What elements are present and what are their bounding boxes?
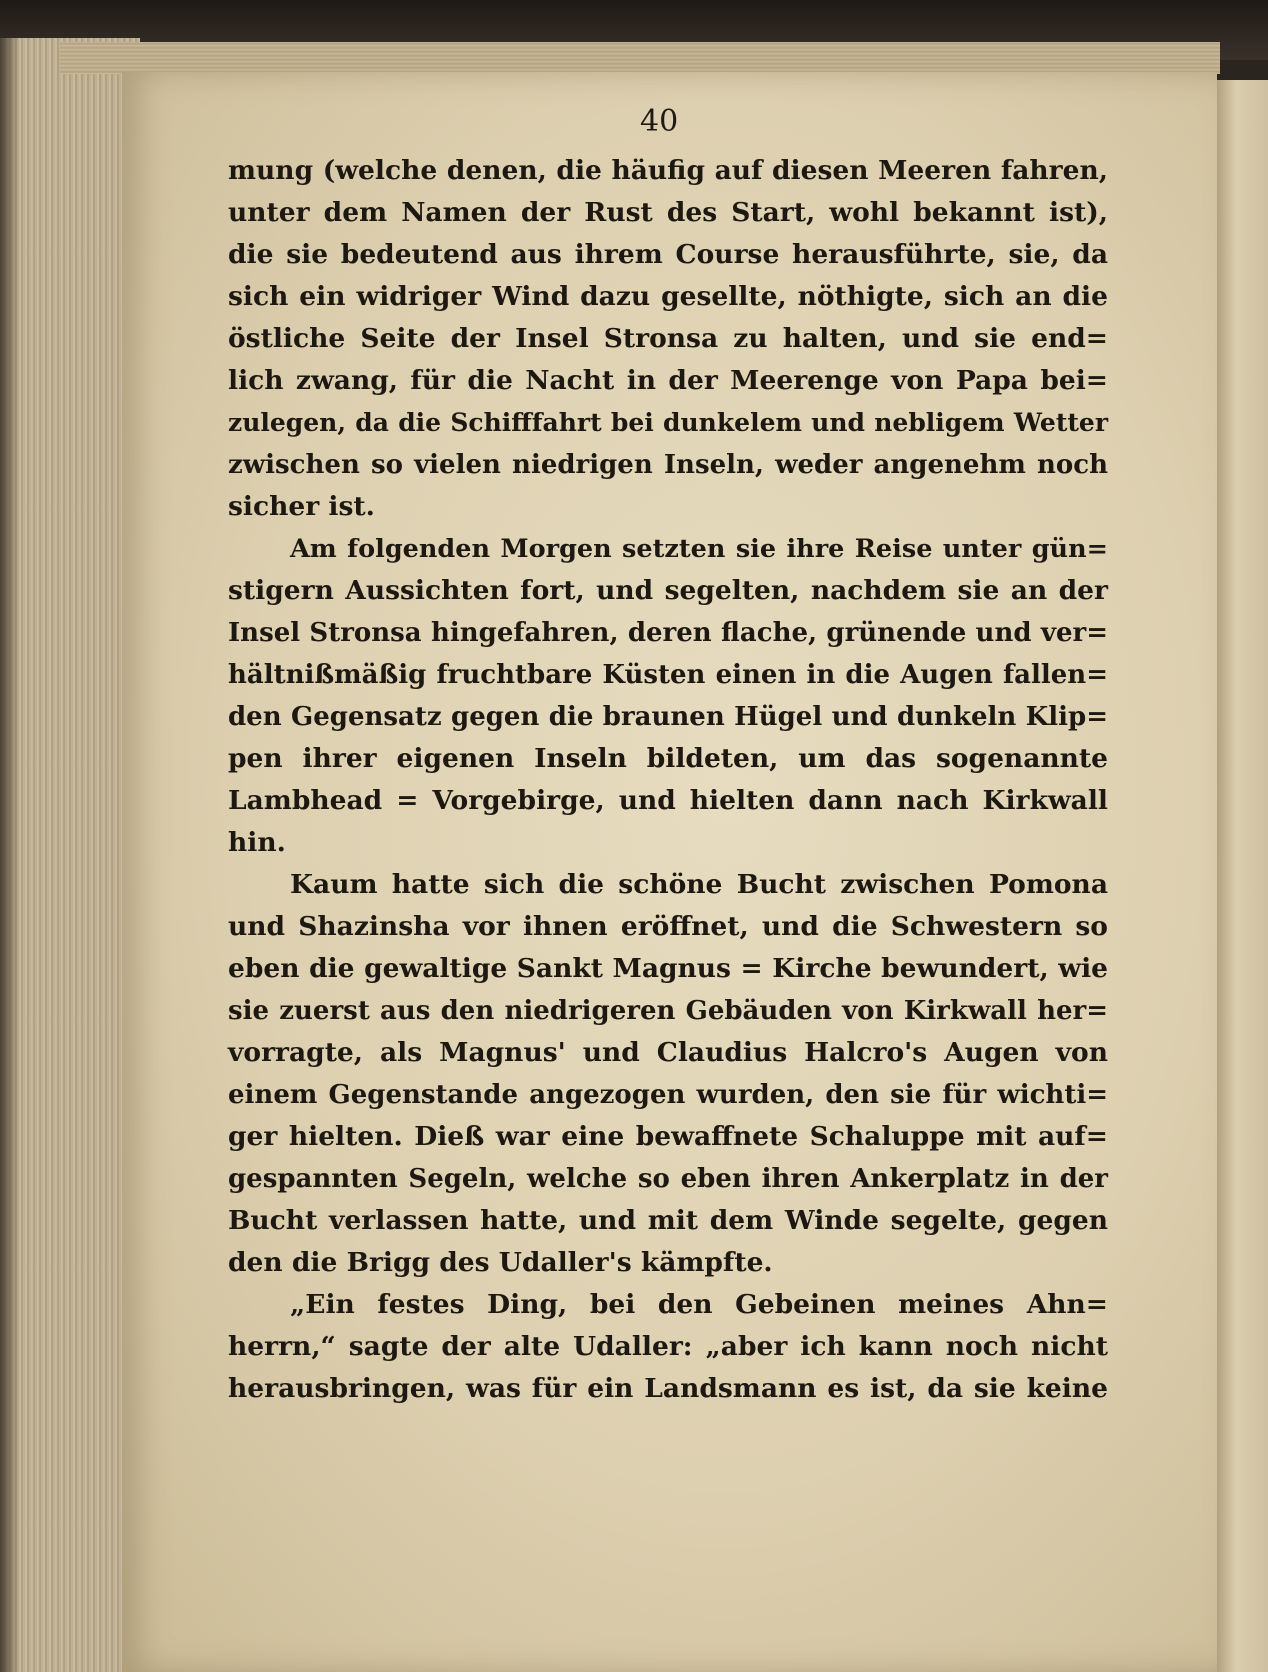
- page-stack-edge: [0, 38, 140, 1672]
- text-line: vorragte, als Magnus' und Claudius Halcro's Augen von: [228, 1037, 1108, 1068]
- text-line: den Gegensatz gegen die braunen Hügel und dunkeln Klip=: [228, 702, 1108, 732]
- text-line: Lambhead = Vorgebirge, und hielten dann nach Kirkwall: [228, 785, 1108, 816]
- text-line: die sie bedeutend aus ihrem Course herausführte, sie, da: [228, 239, 1108, 270]
- page-top-edge: [60, 42, 1220, 74]
- text-line: einem Gegenstande angezogen wurden, den sie für wichti=: [228, 1080, 1108, 1110]
- text-line: unter dem Namen der Rust des Start, wohl bekannt ist),: [228, 197, 1108, 228]
- text-line: östliche Seite der Insel Stronsa zu halten, und sie end=: [228, 323, 1108, 354]
- text-line: mung (welche denen, die häufig auf diesen Meeren fahren,: [228, 155, 1108, 186]
- text-line: lich zwang, für die Nacht in der Meerenge von Papa bei=: [228, 365, 1108, 396]
- page-number: 40: [640, 104, 679, 139]
- text-line: zulegen, da die Schifffahrt bei dunkelem und nebligem Wetter: [228, 408, 1108, 437]
- text-line: hältnißmäßig fruchtbare Küsten einen in die Augen fallen=: [228, 660, 1108, 690]
- text-line: herausbringen, was für ein Landsmann es ist, da sie keine: [228, 1373, 1108, 1404]
- next-page-edge: [1210, 80, 1268, 1672]
- text-line: sicher ist.: [228, 491, 375, 522]
- body-text: [228, 150, 1108, 1410]
- text-line: gespannten Segeln, welche so eben ihren Ankerplatz in der: [228, 1164, 1108, 1194]
- text-line: stigern Aussichten fort, und segelten, nachdem sie an der: [228, 575, 1108, 606]
- text-line: Bucht verlassen hatte, und mit dem Winde segelte, gegen: [228, 1205, 1108, 1236]
- text-line: Insel Stronsa hingefahren, deren flache, grünende und ver=: [228, 618, 1108, 648]
- text-line: Kaum hatte sich die schöne Bucht zwischen Pomona: [290, 869, 1108, 900]
- text-line: ger hielten. Dieß war eine bewaffnete Schaluppe mit auf=: [228, 1121, 1108, 1152]
- text-line: den die Brigg des Udaller's kämpfte.: [228, 1247, 773, 1278]
- text-line: sie zuerst aus den niedrigeren Gebäuden von Kirkwall her=: [228, 996, 1108, 1026]
- text-line: sich ein widriger Wind dazu gesellte, nöthigte, sich an die: [228, 281, 1108, 312]
- text-line: zwischen so vielen niedrigen Inseln, weder angenehm noch: [228, 450, 1108, 480]
- text-line: Am folgenden Morgen setzten sie ihre Reise unter gün=: [290, 534, 1108, 564]
- text-line: herrn,“ sagte der alte Udaller: „aber ich kann noch nicht: [228, 1331, 1108, 1362]
- stack-shadow: [0, 38, 20, 1672]
- text-line: hin.: [228, 827, 286, 858]
- text-line: pen ihrer eigenen Inseln bildeten, um das sogenannte: [228, 743, 1108, 774]
- text-line: eben die gewaltige Sankt Magnus = Kirche bewundert, wie: [228, 953, 1108, 984]
- text-line: und Shazinsha vor ihnen eröffnet, und die Schwestern so: [228, 911, 1108, 942]
- text-line: „Ein festes Ding, bei den Gebeinen meines Ahn=: [290, 1289, 1108, 1320]
